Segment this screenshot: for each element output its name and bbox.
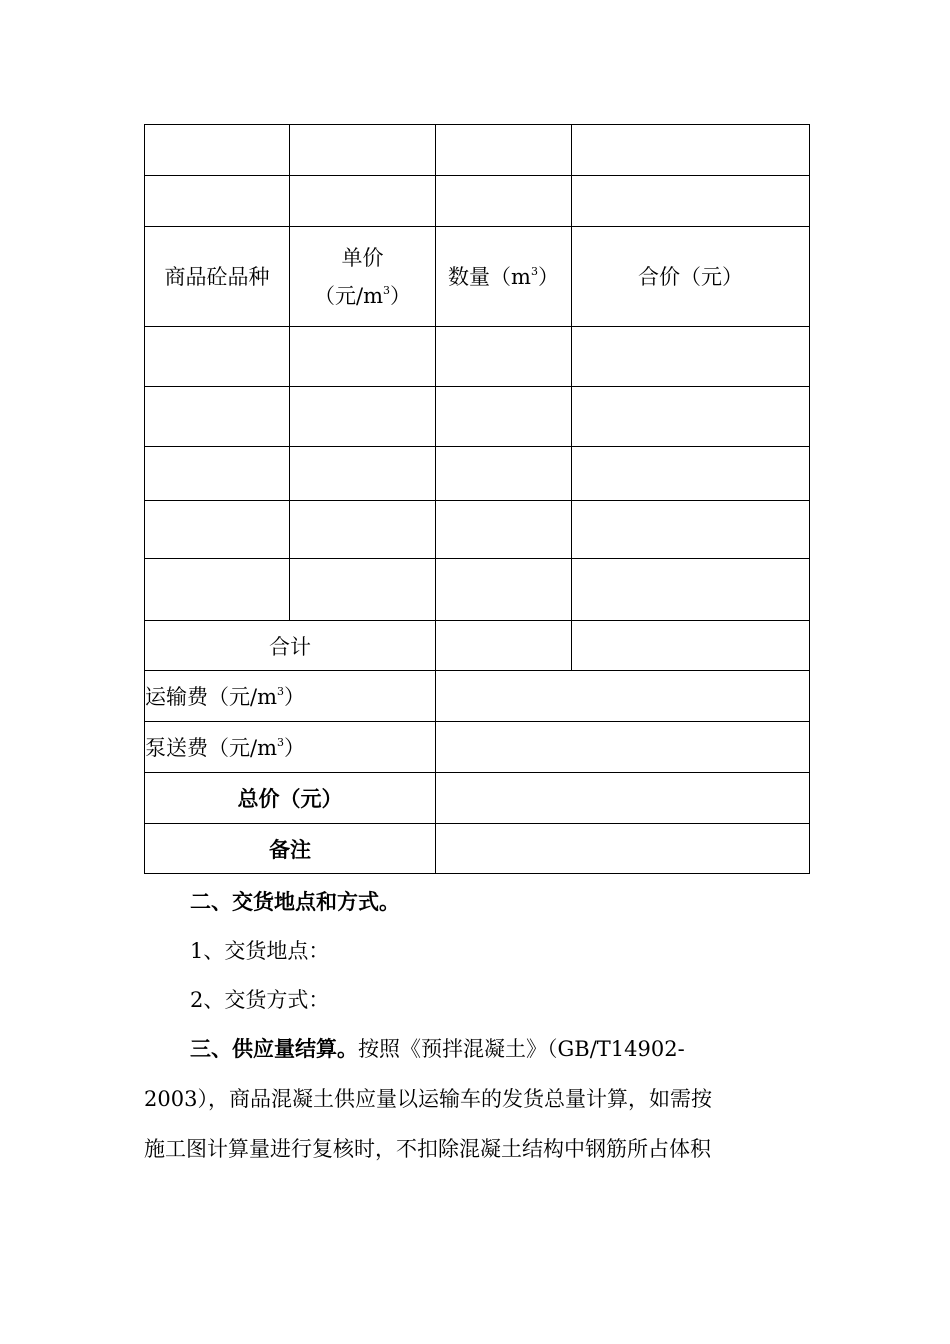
subtotal-quantity-cell[interactable]	[436, 621, 572, 671]
remarks-label: 备注	[145, 824, 436, 874]
section2-item1: 1、交货地点：	[190, 939, 330, 963]
table-cell[interactable]	[572, 176, 810, 227]
pumping-fee-label: 泵送费（元$/m^3$）	[145, 722, 436, 773]
table-cell[interactable]	[290, 387, 436, 447]
transport-fee-value-cell[interactable]	[436, 671, 810, 722]
transport-fee-label: 运输费（元$/m^3$）	[145, 671, 436, 722]
price-table	[144, 124, 810, 874]
table-cell[interactable]	[290, 447, 436, 501]
table-cell[interactable]	[145, 559, 290, 621]
section3-line2: 2003），商品混凝土供应量以运输车的发货总量计算，如需按	[144, 1087, 712, 1111]
pumping-fee-value-cell[interactable]	[436, 722, 810, 773]
table-cell[interactable]	[290, 559, 436, 621]
table-cell[interactable]	[436, 559, 572, 621]
table-cell[interactable]	[145, 327, 290, 387]
section2-heading: 二、交货地点和方式。	[190, 890, 400, 914]
section3-paragraph	[144, 1024, 809, 1174]
transport-fee-row	[145, 671, 810, 722]
table-cell[interactable]	[572, 125, 810, 176]
section3-line3: 施工图计算量进行复核时，不扣除混凝土结构中钢筋所占体积	[144, 1137, 711, 1161]
table-cell[interactable]	[436, 327, 572, 387]
table-cell[interactable]	[572, 327, 810, 387]
section3-line1: 三、供应量结算。按照《预拌混凝土》（GB/T14902-	[190, 1037, 685, 1061]
table-cell[interactable]	[290, 501, 436, 559]
header-total: 合价（元）	[572, 227, 810, 327]
subtotal-row	[145, 621, 810, 671]
table-cell[interactable]	[436, 125, 572, 176]
unit-price-line1: 单价	[341, 245, 384, 270]
table-cell[interactable]	[290, 327, 436, 387]
table-cell[interactable]	[436, 447, 572, 501]
table-cell[interactable]	[145, 501, 290, 559]
table-cell[interactable]	[436, 501, 572, 559]
grand-total-label: 总价（元）	[145, 773, 436, 824]
pumping-fee-row	[145, 722, 810, 773]
table-cell[interactable]	[572, 447, 810, 501]
table-cell[interactable]	[436, 176, 572, 227]
table-cell[interactable]	[145, 447, 290, 501]
table-cell[interactable]	[572, 559, 810, 621]
table-row	[145, 125, 810, 176]
header-unit-price	[290, 227, 436, 327]
table-row	[145, 327, 810, 387]
table-row	[145, 176, 810, 227]
subtotal-amount-cell[interactable]	[572, 621, 810, 671]
table-cell[interactable]	[436, 387, 572, 447]
remarks-row	[145, 824, 810, 874]
grand-total-value-cell[interactable]	[436, 773, 810, 824]
table-cell[interactable]	[290, 125, 436, 176]
table-cell[interactable]	[290, 176, 436, 227]
table-row	[145, 501, 810, 559]
remarks-value-cell[interactable]	[436, 824, 810, 874]
table-cell[interactable]	[145, 176, 290, 227]
table-cell[interactable]	[572, 387, 810, 447]
table-cell[interactable]	[572, 501, 810, 559]
header-quantity: 数量$(m^3)$	[436, 227, 572, 327]
table-row	[145, 447, 810, 501]
header-product: 商品砼品种	[145, 227, 290, 327]
grand-total-row	[145, 773, 810, 824]
section3-heading: 三、供应量结算。	[190, 1037, 358, 1061]
table-header-row	[145, 227, 810, 327]
table-cell[interactable]	[145, 125, 290, 176]
subtotal-label: 合计	[145, 621, 436, 671]
table-row	[145, 387, 810, 447]
section2-item2: 2、交货方式：	[190, 988, 330, 1012]
table-row	[145, 559, 810, 621]
table-cell[interactable]	[145, 387, 290, 447]
unit-price-line2: （元$/m^3$）	[314, 283, 411, 308]
